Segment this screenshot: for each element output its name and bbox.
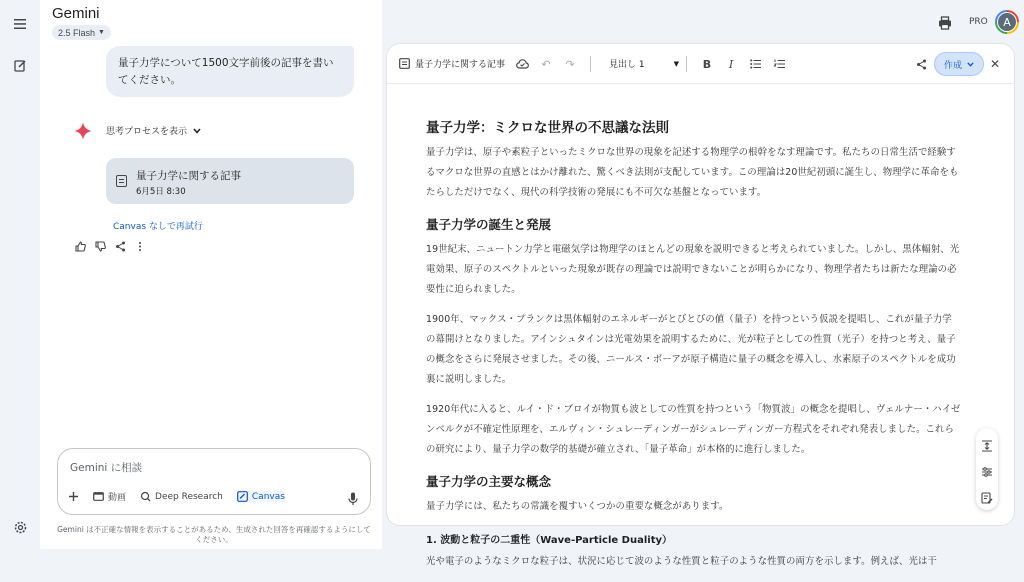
document-icon (399, 58, 410, 69)
new-chat-icon[interactable] (12, 57, 28, 73)
doc-heading-3: 1. 波動と粒子の二重性（Wave-Particle Duality） (426, 535, 673, 546)
account-avatar[interactable] (995, 10, 1019, 34)
retry-without-canvas-link[interactable] (113, 219, 203, 232)
plus-icon (68, 491, 79, 502)
video-icon (93, 492, 104, 501)
doc-paragraph: 19世紀末、ニュートン力学と電磁気学は物理学のほとんどの現象を説明できると考えられていました。しかし、黒体輻射、光電効果、原子のスペクトルといった現象が既存の理論では説明できないことが明らかになり、物理学者たちは新たな理論の必要性に迫られました。 (426, 244, 960, 295)
gemini-spark-icon (74, 122, 92, 140)
document-body[interactable] (426, 116, 961, 582)
canvas-tool-button[interactable] (237, 491, 285, 502)
input-tools (68, 490, 285, 503)
create-button[interactable] (934, 52, 984, 76)
plan-badge: PRO (969, 17, 988, 27)
close-icon[interactable]: ✕ (989, 57, 1001, 71)
model-selector[interactable] (52, 25, 111, 40)
doc-paragraph: 1920年代に入ると、ルイ・ド・ブロイが物質も波としての性質を持つという「物質波」の概念を提唱し、ヴェルナー・ハイゼンベルクが不確定性原理を、エルヴィン・シュレーディンガーがシュレーディンガー方程式をそれぞれ発表しました。これらの研究により、量子力学の数学的基礎が確立され、「量子革命」が本格的に進行しました。 (426, 404, 961, 455)
floating-edit-toolbar (976, 428, 998, 510)
retry-suffix: なしで再試行 (148, 222, 203, 232)
doc-heading-2: 量子力学の誕生と発展 (426, 217, 552, 232)
video-tool-label: 動画 (108, 493, 127, 503)
app-title: Gemini (52, 5, 100, 22)
response-actions (74, 240, 146, 252)
document-icon (116, 175, 127, 187)
canvas-panel (386, 43, 1015, 567)
share-icon[interactable] (914, 57, 928, 71)
avatar-initial: A (997, 12, 1017, 32)
numbered-list-icon[interactable] (772, 57, 786, 71)
doc-paragraph: 量子力学は、原子や素粒子といったミクロな世界の現象を記述する物理学の根幹をなす理論です。私たちの日常生活で経験するマクロな世界の直感とはかけ離れた、驚くべき法則が支配しています。この理論は20世紀初頭に誕生し、物理学に革命をもたらしただけでなく、現代の科学技術の発展にも不可欠な基盤となっています。 (426, 147, 959, 198)
document-title-tab[interactable] (399, 57, 505, 70)
model-label: 2.5 Flash (58, 27, 96, 38)
deep-research-button[interactable] (140, 491, 223, 502)
canvas-doc-title: 量子力学に関する記事 (415, 60, 506, 70)
doc-paragraph: 1900年、マックス・プランクは黒体輻射のエネルギーがとびとびの値（量子）を持つという仮説を提唱し、これが量子力学の幕開けとなりました。アインシュタインは光電効果を説明するために、光が粒子としての性質（光子）を持つと考え、量子の概念をさらに発展させました。その後、ニールス・ボーアが原子構造に量子の概念を導入し、水素原子のスペクトルを成功裏に説明しました。 (426, 314, 956, 385)
bold-icon[interactable]: B (702, 57, 712, 71)
chat-panel (40, 0, 382, 549)
more-options-icon[interactable] (134, 240, 146, 252)
disclaimer-text: Gemini は不正確な情報を表示することがあるため、生成された回答を再確認するようにしてください。 (57, 525, 371, 544)
menu-icon[interactable] (12, 16, 28, 32)
heading-style-dropdown[interactable] (609, 57, 679, 70)
undo-icon[interactable]: ↶ (541, 57, 551, 71)
doc-paragraph: 光や電子のようなミクロな粒子は、状況に応じて波のような性質と粒子のような性質の両方を示します。例えば、光は干 (426, 556, 937, 567)
chevron-down-icon: ▼ (98, 29, 105, 36)
doc-heading-2: 量子力学の主要な概念 (426, 474, 552, 489)
thumbs-down-icon[interactable] (94, 240, 106, 252)
bulleted-list-icon[interactable] (748, 57, 762, 71)
suggest-edits-icon[interactable] (981, 489, 993, 501)
redo-icon[interactable]: ↷ (565, 57, 575, 71)
prompt-input-box[interactable] (57, 448, 371, 515)
prompt-placeholder: Gemini に相談 (70, 462, 143, 474)
caret-down-icon: ▼ (673, 59, 679, 68)
user-message: 量子力学について1500文字前後の記事を書いてください。 (106, 46, 354, 97)
chevron-down-icon (193, 128, 201, 134)
microphone-icon[interactable] (348, 491, 358, 505)
retry-canvas-word: Canvas (113, 222, 147, 232)
show-thinking-toggle[interactable] (106, 124, 201, 137)
doc-card-date: 6月5日 8:30 (136, 187, 186, 197)
doc-paragraph: 量子力学には、私たちの常識を覆すいくつかの重要な概念があります。 (426, 501, 729, 512)
print-icon[interactable] (938, 15, 952, 29)
italic-icon[interactable]: I (728, 57, 734, 71)
chevron-down-icon (967, 62, 974, 67)
thinking-label: 思考プロセスを表示 (106, 127, 188, 137)
heading-style-label: 見出し 1 (609, 60, 645, 70)
deep-research-icon (140, 491, 151, 502)
canvas-tool-label: Canvas (251, 491, 285, 502)
toolbar-divider (590, 56, 591, 72)
video-tool-button[interactable] (93, 490, 126, 503)
doc-card-title: 量子力学に関する記事 (136, 170, 241, 182)
left-rail (0, 0, 40, 549)
canvas-toolbar (387, 44, 1014, 84)
adjust-length-icon[interactable] (981, 437, 993, 449)
toolbar-divider (686, 56, 687, 72)
thumbs-up-icon[interactable] (74, 240, 86, 252)
adjust-tone-icon[interactable] (981, 463, 993, 475)
cloud-saved-icon[interactable] (515, 57, 529, 71)
settings-gear-icon[interactable] (12, 519, 28, 535)
add-button[interactable] (68, 491, 79, 502)
doc-heading-1: 量子力学：ミクロな世界の不思議な法則 (426, 120, 669, 136)
canvas-document-card[interactable] (106, 158, 354, 204)
canvas-icon (237, 491, 248, 502)
share-icon[interactable] (114, 240, 126, 252)
create-button-label: 作成 (943, 60, 962, 71)
deep-research-label: Deep Research (155, 491, 223, 502)
